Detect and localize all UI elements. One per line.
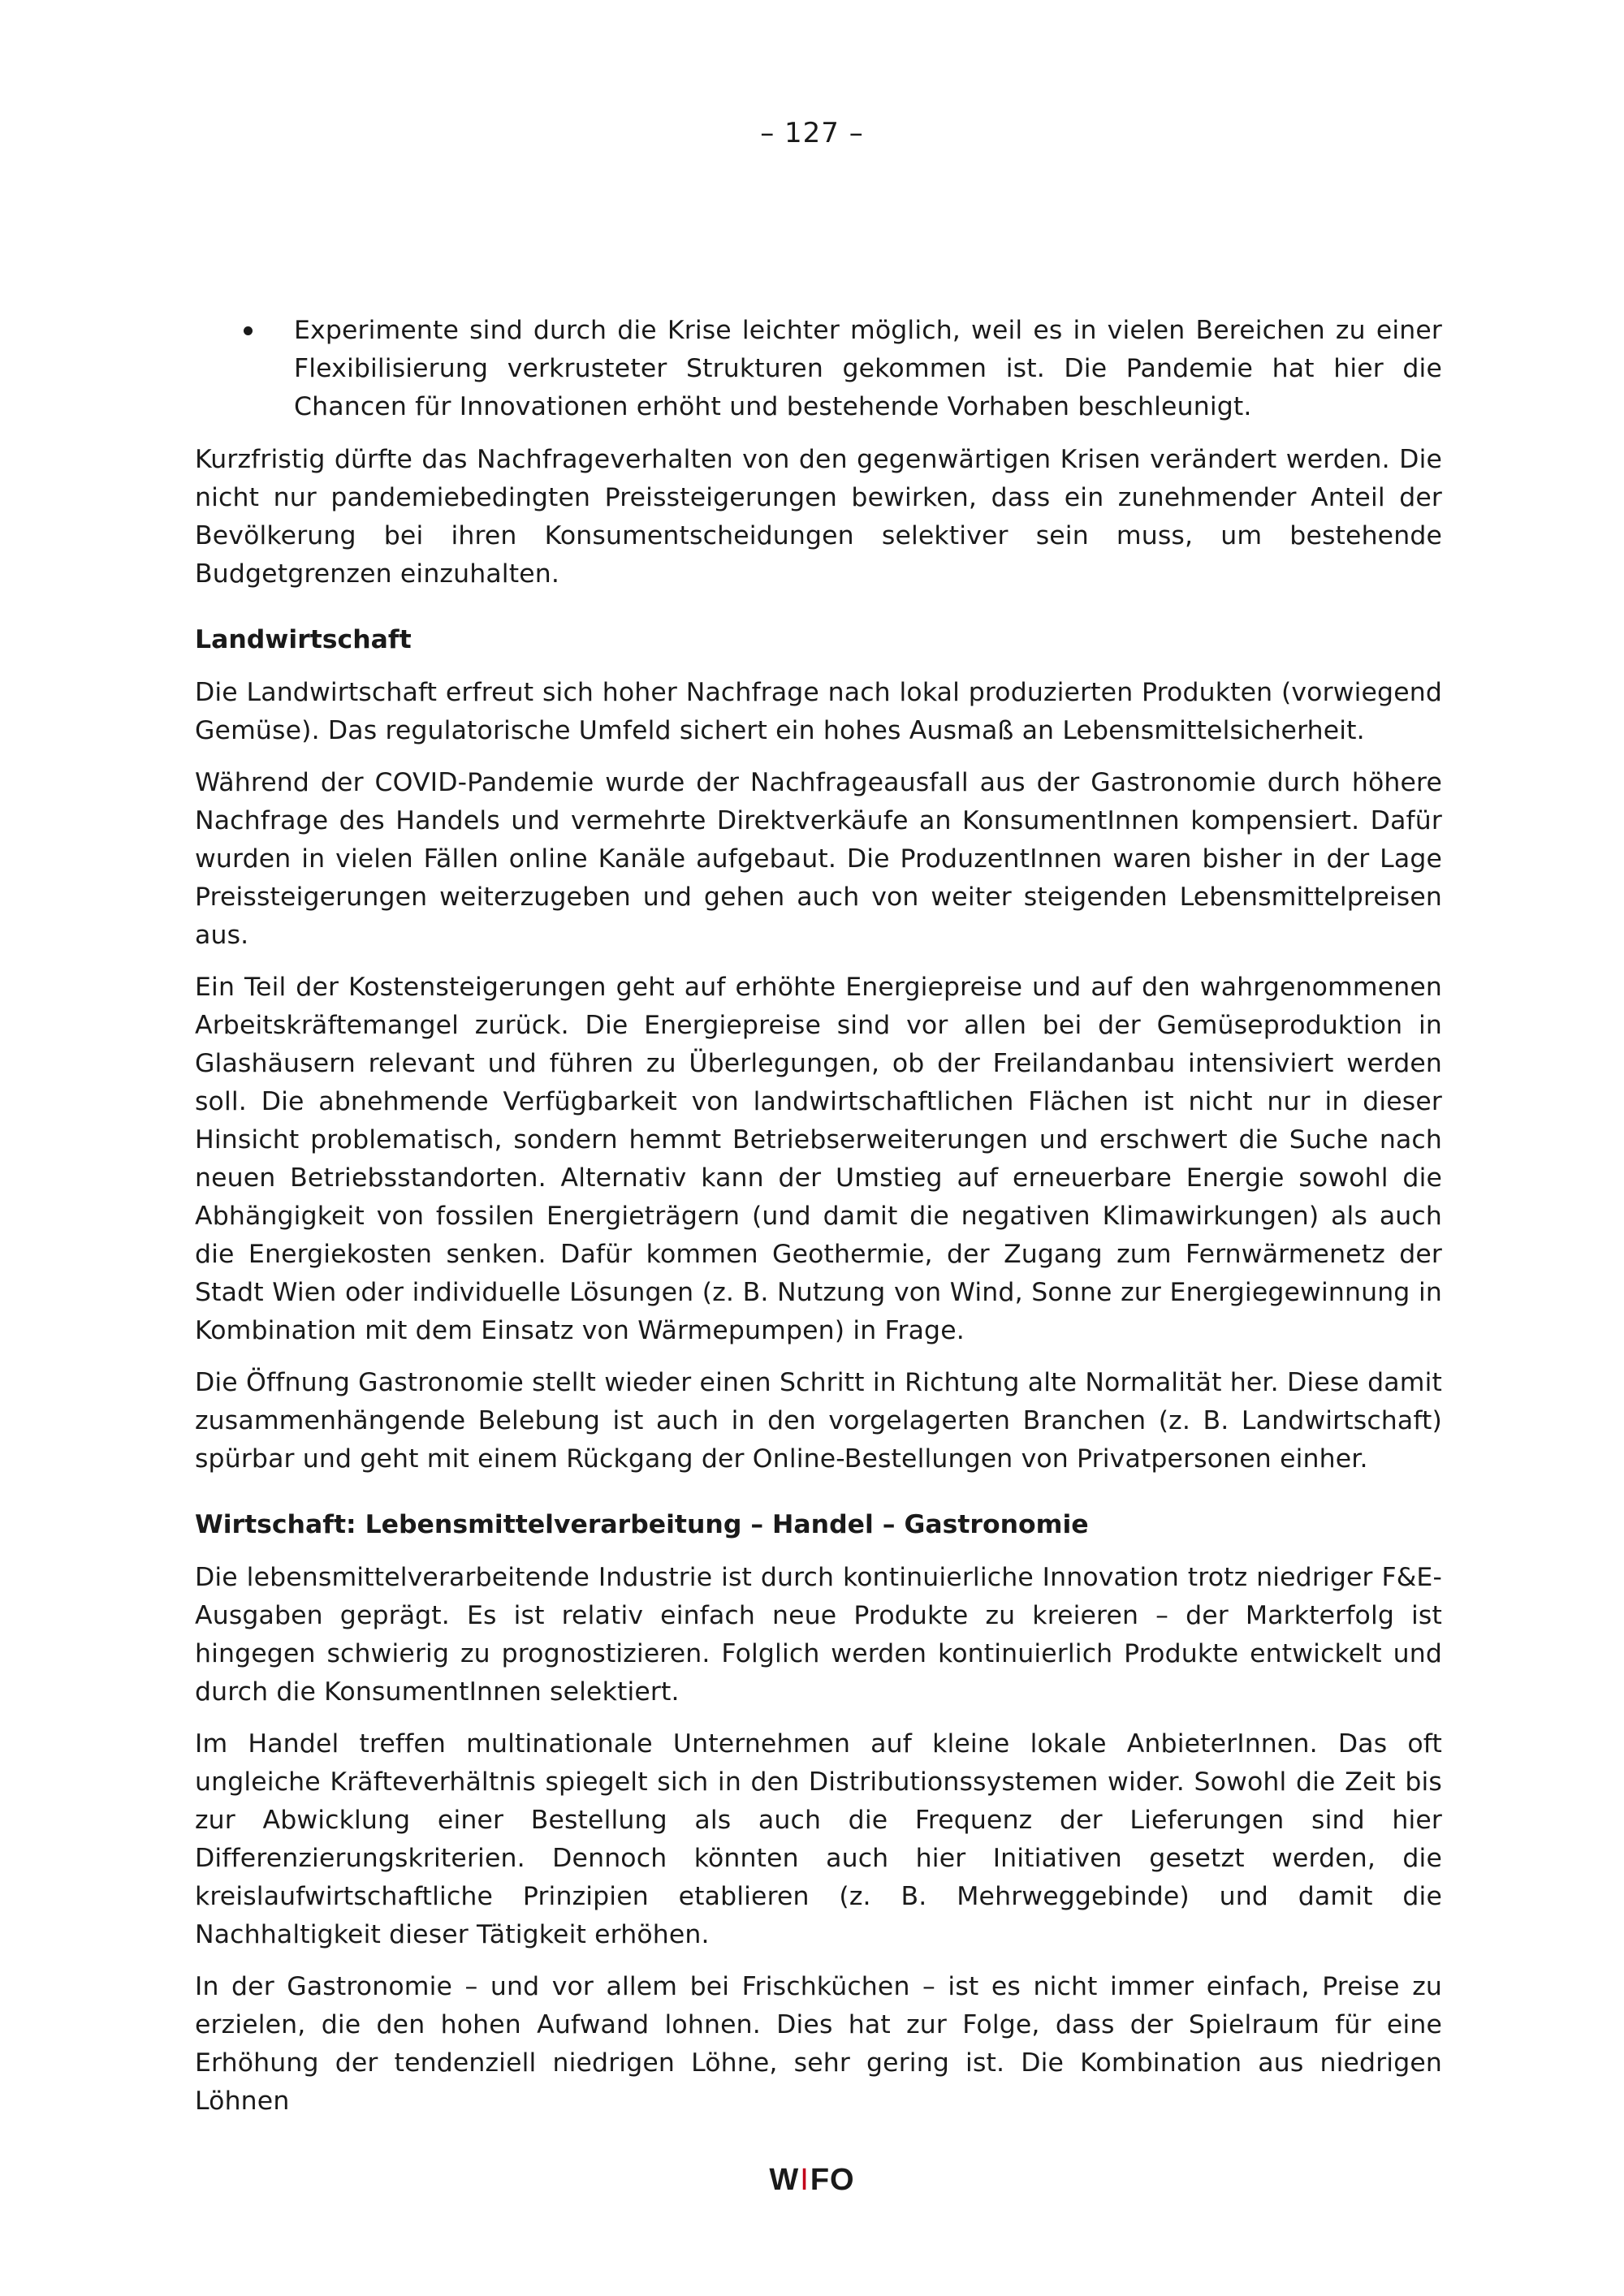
page-content xyxy=(195,312,1442,2134)
paragraph: Die Öffnung Gastronomie stellt wieder einen Schritt in Richtung alte Normalität her. Diese damit zusammenhängende Belebung ist auch in den vorgelagerten Branchen (z. B. Landwirtschaft) spürbar und geht mit einem Rückgang der Online-Bestellungen von Privatpersonen einher. xyxy=(195,1368,1442,1474)
intro-paragraph: Kurzfristig dürfte das Nachfrageverhalten von den gegenwärtigen Krisen verändert werden. Die nicht nur pandemiebedingten Preissteigerungen bewirken, dass ein zunehmender Anteil der Bevölkerung bei ihren Konsumentscheidungen selektiver sein muss, um bestehende Budgetgrenzen einzuhalten. xyxy=(195,445,1442,589)
bullet-item xyxy=(195,312,1442,426)
paragraph: In der Gastronomie – und vor allem bei Frischküchen – ist es nicht immer einfach, Preise zu erzielen, die den hohen Aufwand lohnen. Dies hat zur Folge, dass der Spielraum für eine Erhöhung der tendenziell niedrigen Löhne, sehr gering ist. Die Kombination aus niedrigen Löhnen xyxy=(195,1972,1442,2116)
paragraph: Während der COVID-Pandemie wurde der Nachfrageausfall aus der Gastronomie durch höhere Nachfrage des Handels und vermehrte Direktverkäufe an KonsumentInnen kompensiert. Dafür wurden in vielen Fällen online Kanäle aufgebaut. Die ProduzentInnen waren bisher in der Lage Preissteigerungen weiterzugeben und gehen auch von weiter steigenden Lebensmittelpreisen aus. xyxy=(195,768,1442,950)
paragraph: Die Landwirtschaft erfreut sich hoher Nachfrage nach lokal produzierten Produkten (vorwiegend Gemüse). Das regulatorische Umfeld sichert ein hohes Ausmaß an Lebensmittelsicherheit. xyxy=(195,678,1442,745)
section-heading-landwirtschaft: Landwirtschaft xyxy=(195,625,412,654)
logo-letters-w: W xyxy=(769,2163,800,2197)
bullet-text: Experimente sind durch die Krise leichter möglich, weil es in vielen Bereichen zu einer Flexibilisierung verkrusteter Strukturen gekommen ist. Die Pandemie hat hier die Chancen für Innovationen erhöht und bestehende Vorhaben beschleunigt. xyxy=(294,316,1442,421)
paragraph: Die lebensmittelverarbeitende Industrie ist durch kontinuierliche Innovation trotz niedriger F&E-Ausgaben geprägt. Es ist relativ einfach neue Produkte zu kreieren – der Markterfolg ist hingegen schwierig zu prognostizieren. Folglich werden kontinuierlich Produkte entwickelt und durch die KonsumentInnen selektiert. xyxy=(195,1563,1442,1707)
logo-letters-fo: FO xyxy=(810,2163,855,2197)
paragraph: Im Handel treffen multinationale Unternehmen auf kleine lokale AnbieterInnen. Das oft ungleiche Kräfteverhältnis spiegelt sich in den Distributionssystemen wider. Sowohl die Zeit bis zur Abwicklung einer Bestellung als auch die Frequenz der Lieferungen sind hier Differenzierungskriterien. Dennoch könnten auch hier Initiativen gesetzt werden, die kreislaufwirtschaftliche Prinzipien etablieren (z. B. Mehrweggebinde) und damit die Nachhaltigkeit dieser Tätigkeit erhöhen. xyxy=(195,1729,1442,1949)
paragraph: Ein Teil der Kostensteigerungen geht auf erhöhte Energiepreise und auf den wahrgenommenen Arbeitskräftemangel zurück. Die Energiepreise sind vor allen bei der Gemüseproduktion in Glashäusern relevant und führen zu Überlegungen, ob der Freilandanbau intensiviert werden soll. Die abnehmende Verfügbarkeit von landwirtschaftlichen Flächen ist nicht nur in dieser Hinsicht problematisch, sondern hemmt Betriebserweiterungen und erschwert die Suche nach neuen Betriebsstandorten. Alternativ kann der Umstieg auf erneuerbare Energie sowohl die Abhängigkeit von fossilen Energieträgern (und damit die negativen Klimawirkungen) als auch die Energiekosten senken. Dafür kommen Geothermie, der Zugang zum Fernwärmenetz der Stadt Wien oder individuelle Lösungen (z. B. Nutzung von Wind, Sonne zur Energiegewinnung in Kombination mit dem Einsatz von Wärmepumpen) in Frage. xyxy=(195,973,1442,1345)
logo-bar: I xyxy=(800,2163,810,2197)
section-heading-wirtschaft: Wirtschaft: Lebensmittelverarbeitung – Handel – Gastronomie xyxy=(195,1510,1089,1539)
bullet-list xyxy=(195,312,1442,426)
page-number: – 127 – xyxy=(760,117,864,149)
wifo-logo xyxy=(0,2160,1624,2200)
bullet-icon xyxy=(244,326,253,335)
